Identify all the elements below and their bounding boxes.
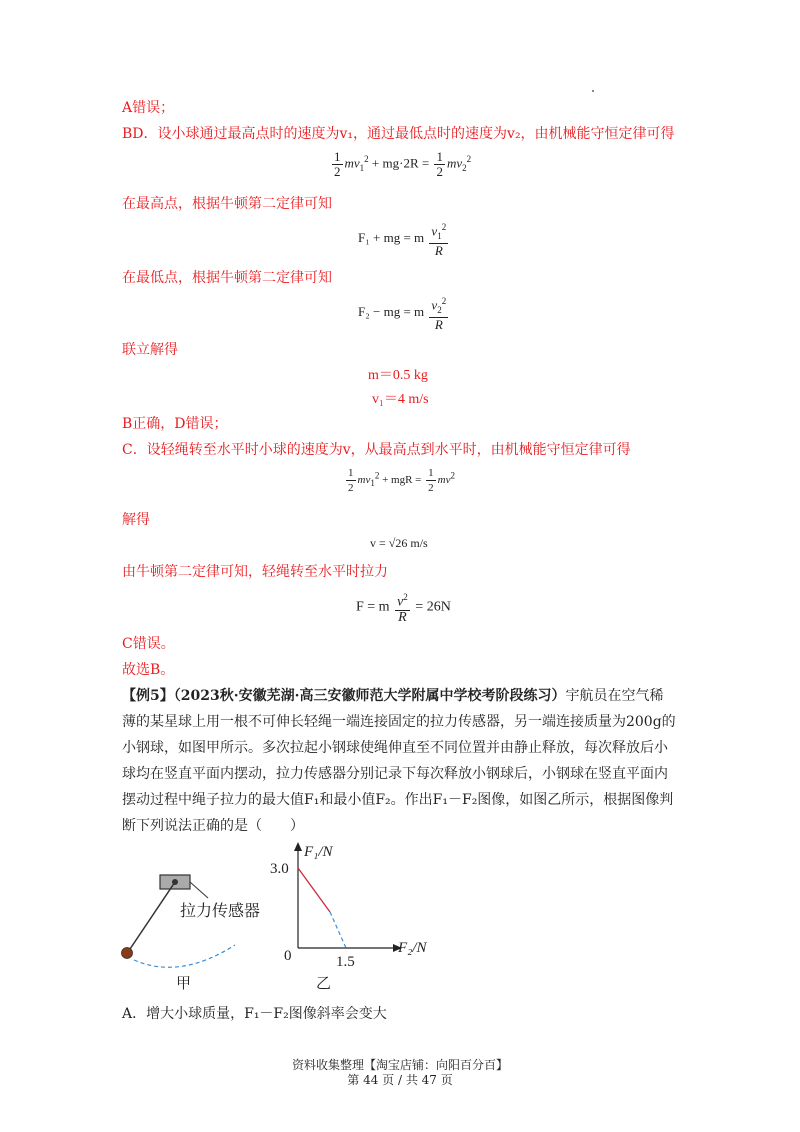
rope — [128, 882, 175, 952]
graph-dashed-line — [330, 912, 346, 948]
example-source: （2023秋·安徽芜湖·高三安徽师范大学附属中学校考阶段练习） — [173, 688, 566, 704]
example-label: 【例5】 — [122, 688, 174, 704]
result-mass: m＝0.5 kg — [368, 368, 428, 383]
solution-b-correct: B正确，D错误； — [122, 416, 228, 432]
swing-arc — [134, 945, 235, 967]
equation-tension: F = m $\frac{v^2}{R}$ = 26N — [356, 592, 451, 625]
solution-c-intro: C．设轻绳转至水平时小球的速度为v，从最高点到水平时，由机械能守恒定律可得 — [122, 442, 631, 458]
solution-solve: 解得 — [122, 512, 150, 528]
y-tick-label: 3.0 — [270, 861, 289, 877]
example-line-3: 小钢球，如图甲所示。多次拉起小钢球使绳伸直至不同位置并由静止释放，每次释放后小 — [122, 740, 668, 756]
footer-page-number: 第 44 页 / 共 47 页 — [347, 1073, 453, 1087]
example-line-4: 球均在竖直平面内摆动，拉力传感器分别记录下每次释放小钢球后，小钢球在竖直平面内 — [122, 766, 668, 782]
footer-source: 资料收集整理【淘宝店铺：向阳百分百】 — [291, 1058, 508, 1072]
option-a: A．增大小球质量，F₁－F₂图像斜率会变大 — [122, 1006, 387, 1022]
equation-energy-conservation-2: $\frac{1}{2}$ $mv_1^2$ + mgR = $\frac{1}{2}$ $mv^2$ — [348, 467, 455, 494]
example-line-5: 摆动过程中绳子拉力的最大值F₁和最小值F₂。作出F₁－F₂图像，如图乙所示，根据图像判 — [122, 792, 674, 808]
equation-top-newton: F₁ + mg = m $\frac{v_1^2}{R}$ — [358, 222, 447, 258]
figure-jia — [122, 875, 261, 992]
solution-c-wrong: C错误。 — [122, 636, 175, 652]
scan-dot — [592, 90, 594, 92]
equation-velocity: v = √26 m/s — [370, 536, 428, 550]
figure-jia-label: 甲 — [176, 976, 192, 992]
solution-at-top: 在最高点，根据牛顿第二定律可知 — [122, 196, 332, 212]
origin-label: 0 — [284, 948, 292, 964]
figure-pendulum-and-graph — [0, 840, 800, 1000]
equation-bottom-newton: F₂ − mg = m $\frac{v_2^2}{R}$ — [358, 296, 447, 332]
example-line-6: 断下列说法正确的是（ ） — [122, 818, 304, 834]
equation-energy-conservation-1: $\frac{1}{2}$ $mv_1^2 + mg\cdot 2R$ = $\frac{1}{2}$ $mv_2^2$ — [334, 149, 472, 179]
example-line-1: 【例5】（2023秋·安徽芜湖·高三安徽师范大学附属中学校考阶段练习）宇航员在空气稀 — [122, 688, 664, 704]
figure-yi — [270, 842, 428, 992]
solution-tension-intro: 由牛顿第二定律可知，轻绳转至水平时拉力 — [122, 564, 388, 580]
sensor-label: 拉力传感器 — [180, 903, 261, 920]
result-v1: v₁＝4 m/s — [372, 392, 429, 407]
steel-ball — [122, 948, 133, 959]
x-tick-label: 1.5 — [336, 954, 355, 970]
solution-bd-intro: BD．设小球通过最高点时的速度为v₁，通过最低点时的速度为v₂，由机械能守恒定律可得 — [122, 126, 675, 142]
sensor-leader-line — [190, 882, 208, 898]
solution-a-wrong: A错误； — [122, 100, 175, 116]
y-axis-arrow — [294, 842, 302, 851]
example-5-question — [122, 683, 682, 839]
solution-combine: 联立解得 — [122, 342, 178, 358]
x-axis-label: F₂/N — [398, 940, 427, 956]
figure-yi-label: 乙 — [316, 976, 332, 992]
graph-solid-line — [298, 868, 330, 912]
solution-choose-b: 故选B。 — [122, 662, 175, 678]
example-line-2: 薄的某星球上用一根不可伸长轻绳一端连接固定的拉力传感器，另一端连接质量为200g的 — [122, 714, 676, 730]
y-axis-label: F₁/N — [304, 844, 333, 860]
solution-at-bottom: 在最低点，根据牛顿第二定律可知 — [122, 270, 332, 286]
